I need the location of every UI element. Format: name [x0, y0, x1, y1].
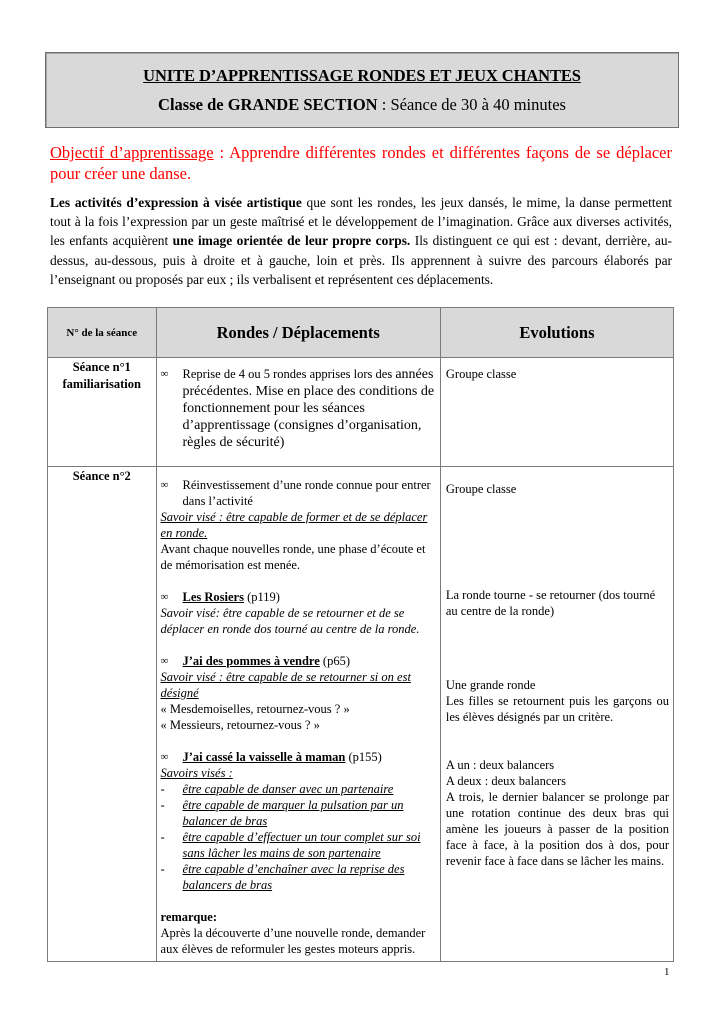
- table-header-row: [48, 308, 674, 358]
- table-row: [48, 358, 674, 467]
- savoir-list-item: [161, 829, 436, 861]
- column-header-evolutions: Evolutions: [440, 308, 673, 358]
- infinity-bullet-icon: ∞: [160, 655, 169, 667]
- song-item: [161, 653, 436, 669]
- dash-bullet-icon: -: [160, 798, 165, 812]
- song-lyric: « Mesdemoiselles, retournez-vous ? »: [160, 702, 350, 716]
- evolution-text: A trois, le dernier balancer se prolonge par une rotation continue des deux bras qui amène les joueurs à passer de la position face à face, à la position dos à dos, pour revenir face à face dans se lâcher les mains.: [445, 790, 669, 868]
- session-title: Séance n°1: [72, 360, 131, 374]
- evolution-text: A un : deux balancers: [445, 758, 555, 772]
- song-title: Les Rosiers: [182, 590, 244, 604]
- dash-bullet-icon: -: [160, 782, 165, 796]
- infinity-bullet-icon: ∞: [160, 368, 169, 380]
- bullet-item: [161, 366, 436, 451]
- savoir-vise: Savoir visé: être capable de se retourner et de se déplacer en ronde dos tourné au centre de la ronde.: [160, 606, 420, 636]
- song-page: (p119): [243, 590, 280, 604]
- dash-bullet-icon: -: [160, 862, 165, 876]
- savoir-text: être capable de danser avec un partenaire: [182, 782, 394, 796]
- session-duration: Séance de 30 à 40 minutes: [390, 95, 566, 114]
- evolution-text: Les filles se retournent puis les garçons ou les élèves désignés par un critère.: [445, 694, 669, 724]
- bullet-text-rest: années précédentes. Mise en place des conditions de fonctionnement pour les séances d’apprentissage (consignes d’organisation, règles de sécurité): [182, 367, 435, 450]
- session-subtitle: familiarisation: [62, 377, 141, 391]
- dash-bullet-icon: -: [160, 830, 165, 844]
- savoir-vise: Savoir visé : être capable de former et de se déplacer en ronde.: [160, 510, 428, 540]
- rondes-cell: [156, 467, 440, 962]
- song-lyric: « Messieurs, retournez-vous ? »: [160, 718, 320, 732]
- class-label: Classe de GRANDE SECTION: [158, 95, 378, 114]
- remark-text: Après la découverte d’une nouvelle ronde, demander aux élèves de reformuler les gestes moteurs appris.: [160, 926, 426, 956]
- class-separator: :: [377, 95, 391, 114]
- learning-objective: [50, 142, 672, 184]
- song-item: [161, 749, 436, 765]
- intro-text-1: que sont les rondes, les jeux dansés, le mime, la danse permettent tout à la fois l’expression par un geste maîtrisé et le développement de l’imagination. Grâce aux diverses activités, les enfants acquièrent: [50, 195, 672, 249]
- infinity-bullet-icon: ∞: [160, 479, 169, 491]
- savoir-text: être capable de marquer la pulsation par un balancer de bras: [182, 798, 404, 828]
- document-title: UNITE D’APPRENTISSAGE RONDES ET JEUX CHANTES: [143, 66, 581, 85]
- evolution-text: A deux : deux balancers: [445, 774, 566, 788]
- rondes-cell: [156, 358, 440, 467]
- remark-label: remarque:: [160, 910, 217, 924]
- savoir-text: être capable d’enchaîner avec la reprise des balancers de bras: [182, 862, 405, 892]
- evolution-text: Une grande ronde: [445, 678, 536, 692]
- song-page: (p65): [319, 654, 350, 668]
- savoir-list-item: [161, 781, 436, 797]
- title-box: [45, 52, 679, 128]
- evolutions-cell: [440, 358, 673, 467]
- objective-label: Objectif d’apprentissage: [50, 143, 214, 162]
- evolution-text: Groupe classe: [445, 482, 517, 496]
- savoir-vise: Savoir visé : être capable de se retourner si on est désigné: [160, 670, 411, 700]
- infinity-bullet-icon: ∞: [160, 591, 169, 603]
- song-page: (p155): [345, 750, 382, 764]
- objective-separator: :: [213, 143, 230, 162]
- class-info: [46, 95, 678, 115]
- evolutions-cell: [440, 467, 673, 962]
- page-number: 1: [664, 966, 670, 978]
- intro-paragraph: [50, 193, 672, 289]
- song-title: J’ai des pommes à vendre: [182, 654, 320, 668]
- savoir-list-item: [161, 797, 436, 829]
- savoirs-label: Savoirs visés :: [160, 766, 233, 780]
- block-text: Avant chaque nouvelles ronde, une phase d’écoute et de mémorisation est menée.: [160, 542, 426, 572]
- session-title: Séance n°2: [72, 469, 131, 483]
- intro-bold-2: une image orientée de leur propre corps.: [172, 233, 411, 249]
- evolution-text: La ronde tourne - se retourner (dos tourné au centre de la ronde): [445, 588, 656, 618]
- bullet-item: [161, 477, 436, 509]
- session-cell: [48, 358, 157, 467]
- intro-bold-1: Les activités d’expression à visée artistique: [50, 195, 302, 210]
- intro-text-2: Ils distinguent ce qui est : devant, derrière, au-dessus, au-dessous, puis à droite et à gauche, loin et près. Ils apprennent à suivre des parcours élaborés par l’enseignant ou proposés par eux ; ils verbalisent et représentent ces déplacements.: [50, 233, 672, 287]
- song-title: J’ai cassé la vaisselle à maman: [182, 750, 346, 764]
- bullet-text: Réinvestissement d’une ronde connue pour entrer dans l’activité: [182, 478, 431, 508]
- table-row: [48, 467, 674, 962]
- evolution-text: Groupe classe: [445, 367, 517, 381]
- column-header-rondes: Rondes / Déplacements: [156, 308, 440, 358]
- sessions-table: [47, 307, 674, 962]
- infinity-bullet-icon: ∞: [160, 751, 169, 763]
- column-header-session-number: N° de la séance: [48, 308, 157, 358]
- song-item: [161, 589, 436, 605]
- savoir-text: être capable d’effectuer un tour complet sur soi sans lâcher les mains de son partenaire: [182, 830, 421, 860]
- objective-text: Apprendre différentes rondes et différentes façons de se déplacer pour créer une danse.: [50, 143, 672, 183]
- session-cell: [48, 467, 157, 962]
- bullet-text-small: Reprise de 4 ou 5 rondes apprises lors des: [182, 367, 393, 381]
- savoir-list-item: [161, 861, 436, 893]
